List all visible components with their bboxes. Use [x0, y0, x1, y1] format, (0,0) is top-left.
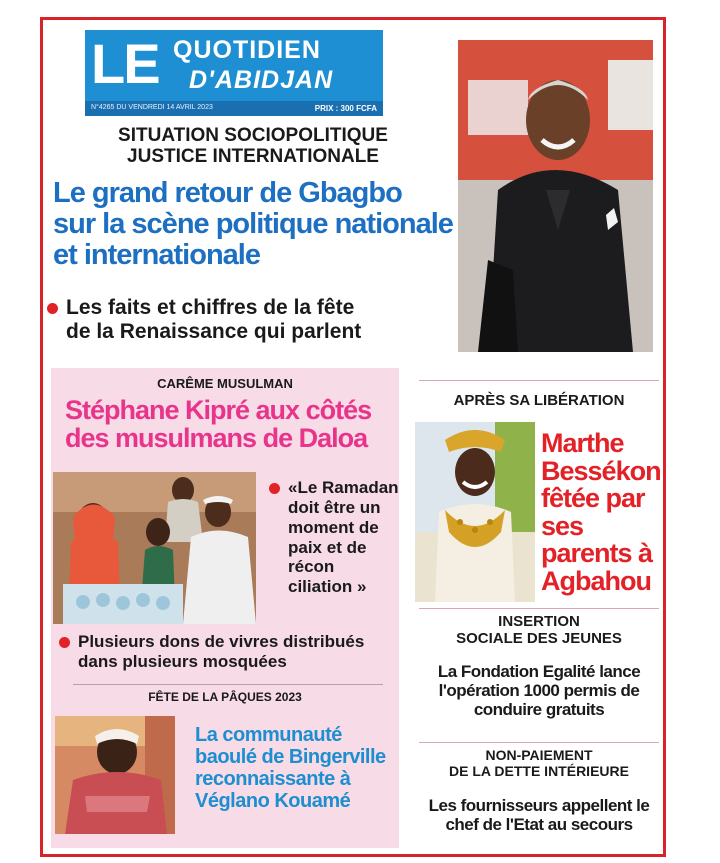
- ramadan-quote: [269, 478, 399, 597]
- lead-subhead: [47, 296, 447, 344]
- issue-line: N°4265 DU VENDREDI 14 AVRIL 2023: [91, 104, 213, 111]
- kipre-headline: [65, 396, 395, 453]
- gbagbo-photo: [458, 40, 653, 352]
- ramadan-quote-text: «Le Ramadan doit être un moment de paix et de récon ciliation »: [288, 477, 399, 597]
- bullet-icon: [269, 483, 280, 494]
- section-divider: [419, 380, 659, 381]
- kouame-photo: [55, 716, 175, 834]
- dette-kicker: [419, 748, 659, 779]
- communaute-headline: La communauté baoulé de Bingerville reconnaissante à Véglano Kouamé: [195, 724, 386, 812]
- dette-kicker-line-1: NON-PAIEMENT: [485, 747, 593, 763]
- lead-headline: [53, 178, 463, 271]
- marthe-photo: [415, 422, 535, 602]
- dons-line-1: Plusieurs dons de vivres distribués: [78, 632, 365, 651]
- fondation-headline: La Fondation Egalité lance l'opération 1000 permis de conduire gratuits: [437, 662, 641, 720]
- section-divider: [419, 608, 659, 609]
- lead-kicker-2: JUSTICE INTERNATIONALE: [127, 146, 379, 167]
- dette-kicker-line-2: DE LA DETTE INTÉRIEURE: [449, 762, 629, 779]
- lead-headline-line-1: Le grand retour de Gbagbo: [53, 177, 402, 209]
- lead-headline-line-3: et internationale: [53, 239, 260, 272]
- kipre-headline-line-2: des musulmans de Daloa: [65, 423, 368, 454]
- masthead-logo: [85, 30, 383, 116]
- lead-subhead-line-1: Les faits et chiffres de la fête: [66, 296, 355, 319]
- newspaper-front-page: [40, 17, 666, 857]
- kipre-photo: [53, 472, 256, 624]
- masthead-issue-strip: [85, 101, 383, 116]
- masthead-abidjan: D'ABIDJAN: [189, 66, 334, 94]
- paques-kicker: FÊTE DE LA PÂQUES 2023: [148, 690, 302, 704]
- masthead-le: LE: [91, 32, 159, 95]
- insertion-kicker-line-2: SOCIALE DES JEUNES: [456, 629, 622, 647]
- masthead-quotidien: QUOTIDIEN: [173, 36, 321, 64]
- bullet-icon: [47, 303, 58, 314]
- marthe-headline: Marthe Bessékon fêtée par ses parents à Agbahou: [541, 428, 661, 596]
- insertion-kicker: [419, 614, 659, 647]
- careme-kicker: CARÊME MUSULMAN: [157, 376, 293, 391]
- lead-headline-line-2: sur la scène politique nationale: [53, 208, 453, 241]
- lead-subhead-line-2: de la Renaissance qui parlent: [66, 320, 362, 344]
- lead-kicker-1: SITUATION SOCIOPOLITIQUE: [118, 125, 388, 146]
- section-divider: [73, 684, 383, 685]
- careme-panel: [51, 368, 399, 848]
- insertion-kicker-line-1: INSERTION: [498, 613, 580, 630]
- kipre-headline-line-1: Stéphane Kipré aux côtés: [65, 395, 372, 425]
- dons-subhead: [59, 632, 399, 671]
- apres-kicker: APRÈS SA LIBÉRATION: [453, 392, 625, 409]
- dons-line-2: dans plusieurs mosquées: [78, 651, 287, 671]
- price-label: PRIX : 300 FCFA: [314, 104, 377, 113]
- fournisseurs-headline: Les fournisseurs appellent le chef de l'Etat au secours: [428, 796, 650, 835]
- bullet-icon: [59, 637, 70, 648]
- section-divider: [419, 742, 659, 743]
